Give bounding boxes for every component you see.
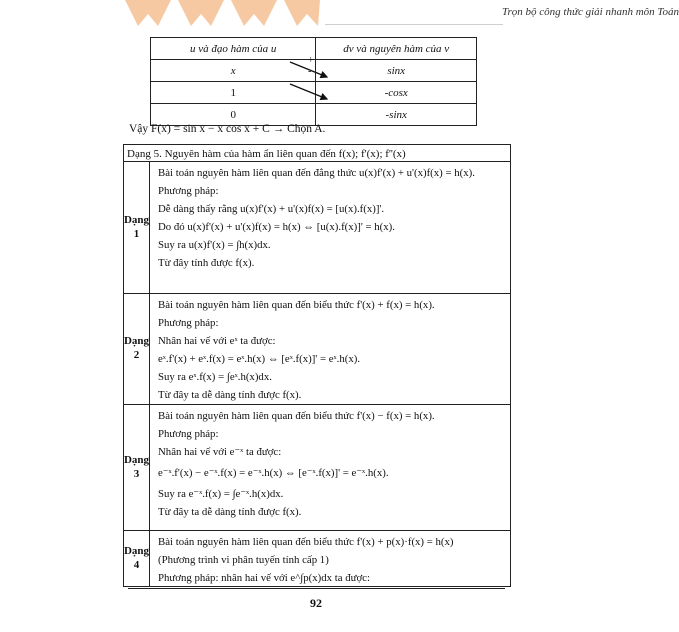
form-row-1 <box>124 162 510 294</box>
content-line: Do đó u(x)f'(x) + u'(x)f(x) = h(x) ⇔ [u(x).f(x)]' = h(x). <box>158 221 395 233</box>
header-divider <box>325 24 503 25</box>
content-line: Suy ra eˣ.f(x) = ∫eˣ.h(x)dx. <box>158 371 272 383</box>
form-label <box>124 531 150 586</box>
form-label-word: Dạng <box>123 335 150 348</box>
table-header-u: u và đạo hàm của u <box>151 38 316 60</box>
content-line: Phương pháp: <box>158 428 219 440</box>
form-content <box>150 294 510 404</box>
content-line: Bài toán nguyên hàm liên quan đến biểu thức f'(x) + f(x) = h(x). <box>158 299 435 311</box>
conclusion-line: Vậy F(x) = sin x − x cos x + C → Chọn A. <box>129 123 326 135</box>
form-label-number: 4 <box>133 558 140 571</box>
content-line: eˣ.f'(x) + eˣ.f(x) = eˣ.h(x) ⇔ [eˣ.f(x)]' = eˣ.h(x). <box>158 353 361 365</box>
content-line: Bài toán nguyên hàm liên quan đến biểu thức f'(x) − f(x) = h(x). <box>158 410 435 422</box>
page-number: 92 <box>310 596 322 610</box>
form-row-3 <box>124 405 510 531</box>
content-line: Từ đây ta dễ dàng tính được f(x). <box>158 506 302 518</box>
table-cell-u: 0 <box>151 104 316 126</box>
form-row-4 <box>124 531 510 586</box>
form-label <box>124 162 150 293</box>
table-cell-v: -sinx <box>316 104 477 126</box>
form-label-number: 1 <box>133 227 140 240</box>
content-line: e⁻ˣ.f'(x) − e⁻ˣ.f(x) = e⁻ˣ.h(x) ⇔ [e⁻ˣ.f(x)]' = e⁻ˣ.h(x). <box>158 467 389 479</box>
form-content <box>150 405 510 530</box>
table-cell-u: 1 <box>151 82 316 104</box>
content-line: Nhân hai vế với eˣ ta được: <box>158 335 276 347</box>
diagonal-arrows <box>280 58 340 122</box>
form-label <box>124 294 150 404</box>
content-line: Nhân hai vế với e⁻ˣ ta được: <box>158 446 282 458</box>
table-cell-u: x <box>151 60 316 82</box>
arrow-icon <box>290 62 327 77</box>
content-line: Dễ dàng thấy rằng u(x)f'(x) + u'(x)f(x) = [u(x).f(x)]'. <box>158 203 385 215</box>
form-label-word: Dạng <box>123 213 150 226</box>
content-line: Suy ra e⁻ˣ.f(x) = ∫e⁻ˣ.h(x)dx. <box>158 488 284 500</box>
content-line: Bài toán nguyên hàm liên quan đến biểu thức f'(x) + p(x)·f(x) = h(x) <box>158 536 454 548</box>
minus-sign: - <box>308 66 312 77</box>
header-title: Trọn bộ công thức giải nhanh môn Toán <box>502 6 679 18</box>
table-cell-v: sinx <box>316 60 477 82</box>
table-header-v: dv và nguyên hàm của v <box>316 38 477 60</box>
form-row-2 <box>124 294 510 405</box>
content-line: Phương pháp: nhân hai vế với e^∫p(x)dx ta được: <box>158 572 370 584</box>
form-content <box>150 162 510 293</box>
form-label-number: 2 <box>133 349 140 361</box>
content-line: Phương pháp: <box>158 185 219 197</box>
header-decoration <box>0 0 320 28</box>
content-line: Bài toán nguyên hàm liên quan đến đẳng thức u(x)f'(x) + u'(x)f(x) = h(x). <box>158 167 475 179</box>
content-line: Suy ra u(x)f'(x) = ∫h(x)dx. <box>158 239 271 251</box>
dang5-title: Dạng 5. Nguyên hàm của hàm ẩn liên quan đến f(x); f'(x); f''(x) <box>124 145 510 162</box>
content-line: (Phương trình vi phân tuyến tính cấp 1) <box>158 554 329 566</box>
form-label-word: Dạng <box>123 453 150 466</box>
form-label-word: Dạng <box>123 544 150 557</box>
form-label <box>124 405 150 530</box>
content-line: Phương pháp: <box>158 317 219 329</box>
content-line: Từ đây ta dễ dàng tính được f(x). <box>158 389 302 401</box>
content-line: Từ đây tính được f(x). <box>158 257 255 269</box>
table-cell-v: -cosx <box>316 82 477 104</box>
plus-sign: + <box>308 55 314 66</box>
form-label-number: 3 <box>133 467 140 480</box>
arrow-icon <box>290 84 327 99</box>
form-content <box>150 531 510 586</box>
footer-divider <box>128 588 505 589</box>
dang5-table <box>123 144 511 587</box>
